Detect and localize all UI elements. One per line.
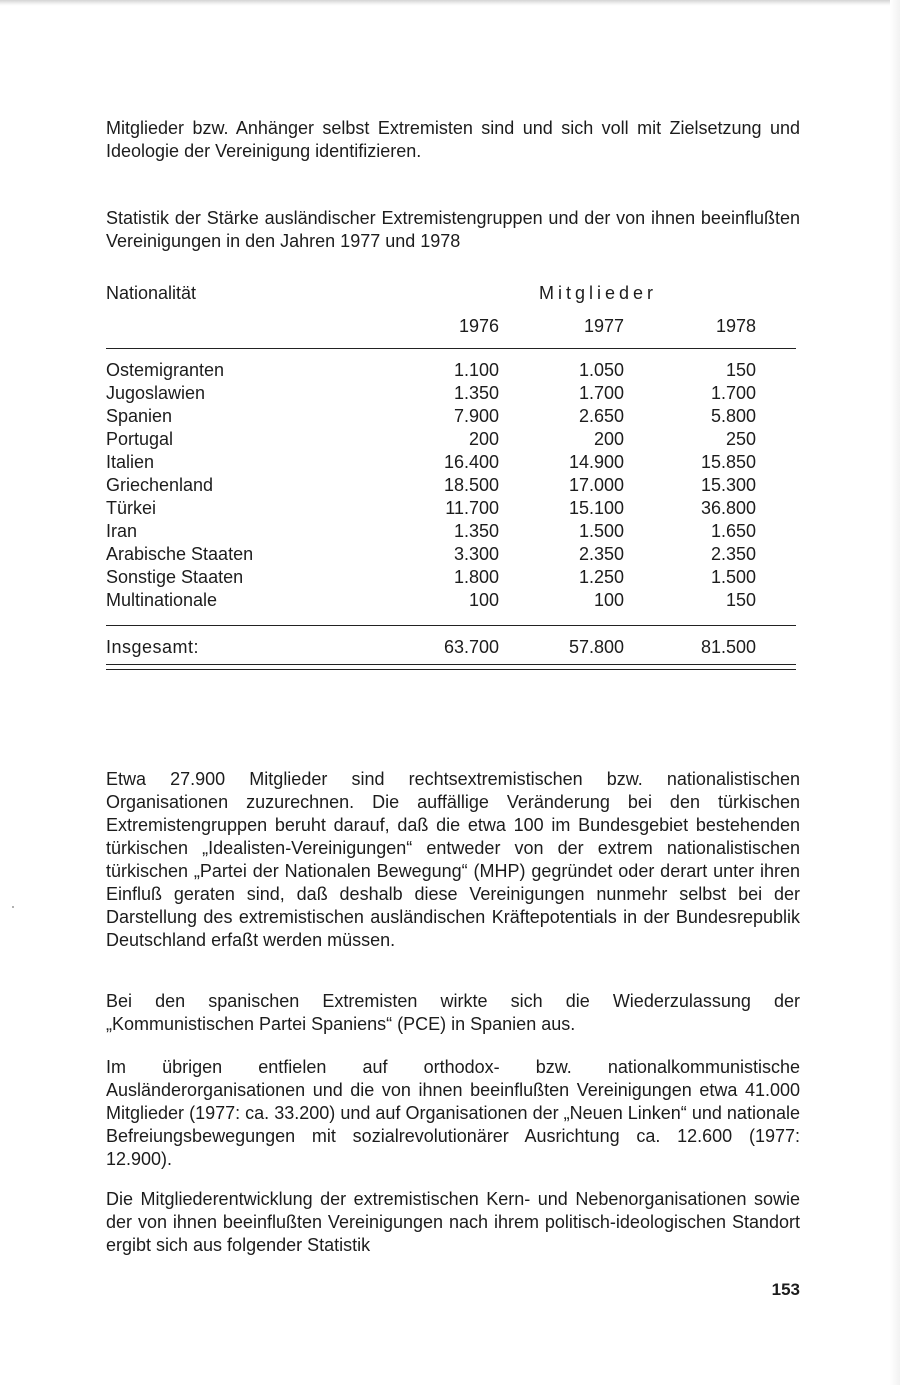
value-1976: 200 [468, 429, 499, 449]
value-1978: 15.850 [700, 452, 756, 472]
row-label: Sonstige Staaten [106, 567, 244, 587]
table-row [106, 360, 796, 383]
value-1977: 1.250 [578, 567, 624, 587]
page-number: 153 [771, 1280, 800, 1299]
table-row [106, 406, 796, 429]
row-label: Italien [106, 452, 155, 472]
value-1976: 3.300 [453, 544, 499, 564]
value-1977: 2.350 [578, 544, 624, 564]
value-1977: 200 [593, 429, 624, 449]
total-1978: 81.500 [700, 637, 756, 657]
value-1976: 16.400 [443, 452, 499, 472]
year-header-1976: 1976 [458, 316, 499, 336]
double-rule-lower [106, 669, 796, 670]
value-1978: 150 [725, 590, 756, 610]
table-row [106, 590, 796, 613]
row-label: Jugoslawien [106, 383, 206, 403]
row-label: Portugal [106, 429, 174, 449]
value-1978: 250 [725, 429, 756, 449]
value-1978: 36.800 [700, 498, 756, 518]
value-1976: 1.800 [453, 567, 499, 587]
row-label: Griechenland [106, 475, 214, 495]
paragraph-rechtsextremisten: Etwa 27.900 Mitglieder sind rechtsextremistischen bzw. nationalistischen Organisationen zuzurechnen. Die auffällige Veränderung bei den türkischen Extremistengruppen beruht darauf, daß die etwa 100 im Bundesgebiet bestehenden türkischen „Idealisten-Vereinigungen“ entweder von der extrem nationalistischen türkischen „Partei der Nationalen Bewegung“ (MHP) gegründet oder derart unter ihren Einfluß geraten sind, daß deshalb diese Vereinigungen nunmehr selbst bei der Darstellung des extremistischen ausländischen Kräftepotentials in der Bundesrepublik Deutschland erfaßt werden müssen. [106, 769, 800, 950]
row-label: Türkei [106, 498, 157, 518]
value-1978: 1.650 [710, 521, 756, 541]
value-1978: 2.350 [710, 544, 756, 564]
row-label: Arabische Staaten [106, 544, 254, 564]
nationality-header: Nationalität [106, 283, 197, 303]
table-row [106, 383, 796, 406]
year-header-1977: 1977 [583, 316, 624, 336]
value-1976: 7.900 [453, 406, 499, 426]
intro-paragraph: Mitglieder bzw. Anhänger selbst Extremisten sind und sich voll mit Zielsetzung und Ideologie der Vereinigung identifizieren. [106, 118, 800, 161]
table-row [106, 429, 796, 452]
total-row [106, 637, 796, 660]
table-row [106, 498, 796, 521]
value-1976: 11.700 [445, 498, 499, 518]
total-label: Insgesamt: [106, 637, 200, 657]
members-header: Mitglieder [539, 283, 658, 303]
page-top-edge [0, 0, 900, 6]
row-label: Ostemigranten [106, 360, 225, 380]
value-1978: 1.500 [710, 567, 756, 587]
paragraph-spanien: Bei den spanischen Extremisten wirkte sich die Wiederzulassung der „Kommunistischen Partei Spaniens“ (PCE) in Spanien aus. [106, 991, 800, 1034]
total-1977: 57.800 [568, 637, 624, 657]
row-label: Multinationale [106, 590, 218, 610]
value-1977: 1.500 [578, 521, 624, 541]
value-1976: 1.350 [453, 383, 499, 403]
value-1978: 5.800 [710, 406, 756, 426]
value-1977: 14.900 [568, 452, 624, 472]
value-1976: 1.350 [453, 521, 499, 541]
total-rule [106, 625, 796, 626]
value-1978: 15.300 [700, 475, 756, 495]
value-1977: 17.000 [568, 475, 624, 495]
page-right-edge [890, 0, 900, 1385]
value-1977: 1.050 [578, 360, 624, 380]
table-caption: Statistik der Stärke ausländischer Extremistengruppen und der von ihnen beeinflußten Vereinigungen in den Jahren 1977 und 1978 [106, 208, 800, 251]
value-1976: 1.100 [453, 360, 499, 380]
year-header-1978: 1978 [715, 316, 756, 336]
scan-speck [12, 906, 14, 908]
double-rule-upper [106, 664, 796, 665]
value-1977: 1.700 [578, 383, 624, 403]
value-1978: 1.700 [710, 383, 756, 403]
paragraph-statistik-intro: Die Mitgliederentwicklung der extremistischen Kern- und Nebenorganisationen sowie der von ihnen beeinflußten Vereinigungen nach ihrem politisch-ideologischen Standort ergibt sich aus folgender Statistik [106, 1189, 800, 1255]
value-1977: 15.100 [568, 498, 624, 518]
table-row [106, 567, 796, 590]
value-1978: 150 [725, 360, 756, 380]
row-label: Spanien [106, 406, 173, 426]
value-1976: 100 [468, 590, 499, 610]
paragraph-linksextremisten: Im übrigen entfielen auf orthodox- bzw. nationalkommunistische Ausländerorganisationen und die von ihnen beeinflußten Vereinigungen etwa 41.000 Mitglieder (1977: ca. 33.200) und auf Organisationen der „Neuen Linken“ und nationale Befreiungsbewegungen mit sozialrevolutionärer Ausrichtung ca. 12.600 (1977: 12.900). [106, 1057, 800, 1169]
table-row [106, 544, 796, 567]
table-row [106, 452, 796, 475]
table-row [106, 475, 796, 498]
table-row [106, 521, 796, 544]
value-1977: 2.650 [578, 406, 624, 426]
total-1976: 63.700 [443, 637, 499, 657]
header-rule [106, 348, 796, 349]
row-label: Iran [106, 521, 138, 541]
value-1976: 18.500 [443, 475, 499, 495]
value-1977: 100 [593, 590, 624, 610]
